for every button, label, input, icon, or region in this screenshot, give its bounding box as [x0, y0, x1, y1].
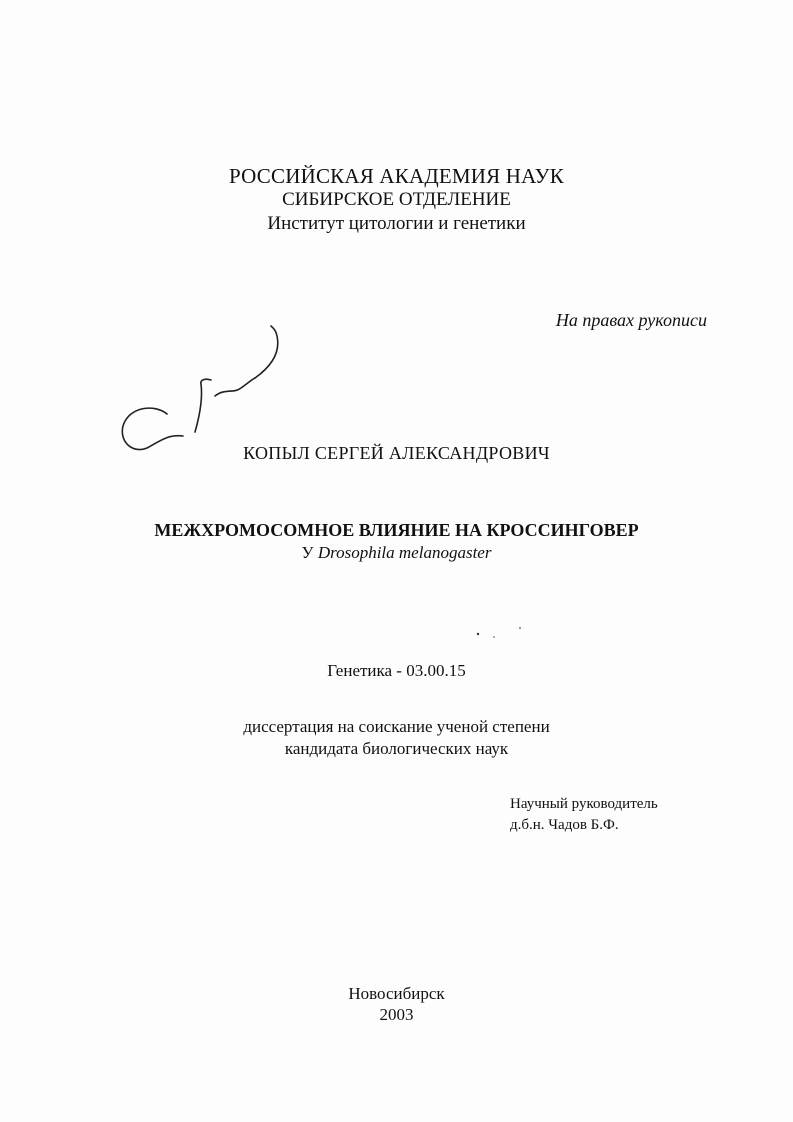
city-name: Новосибирск — [348, 984, 445, 1003]
dissertation-title: МЕЖХРОМОСОМНОЕ ВЛИЯНИЕ НА КРОССИНГОВЕР — [154, 520, 639, 540]
publication-year: 2003 — [379, 1005, 414, 1024]
rights-note: На правах рукописи — [555, 310, 707, 330]
specialty-code: Генетика - 03.00.15 — [327, 661, 466, 680]
academy-name: РОССИЙСКАЯ АКАДЕМИЯ НАУК — [229, 164, 564, 188]
branch-name: СИБИРСКОЕ ОТДЕЛЕНИЕ — [282, 189, 511, 210]
degree-line-2: кандидата биологических наук — [284, 739, 509, 758]
scan-specks — [470, 622, 540, 642]
institute-name: Институт цитологии и генетики — [267, 213, 526, 234]
subtitle-prefix: У — [301, 543, 314, 562]
degree-line-1: диссертация на соискание ученой степени — [243, 717, 550, 736]
author-name: КОПЫЛ СЕРГЕЙ АЛЕКСАНДРОВИЧ — [243, 443, 550, 463]
supervisor-role: Научный руководитель — [510, 796, 658, 812]
species-name: Drosophila melanogaster — [317, 543, 492, 562]
dissertation-subtitle — [0, 544, 793, 561]
supervisor-name: д.б.н. Чадов Б.Ф. — [510, 817, 619, 833]
handwritten-signature — [115, 322, 295, 462]
